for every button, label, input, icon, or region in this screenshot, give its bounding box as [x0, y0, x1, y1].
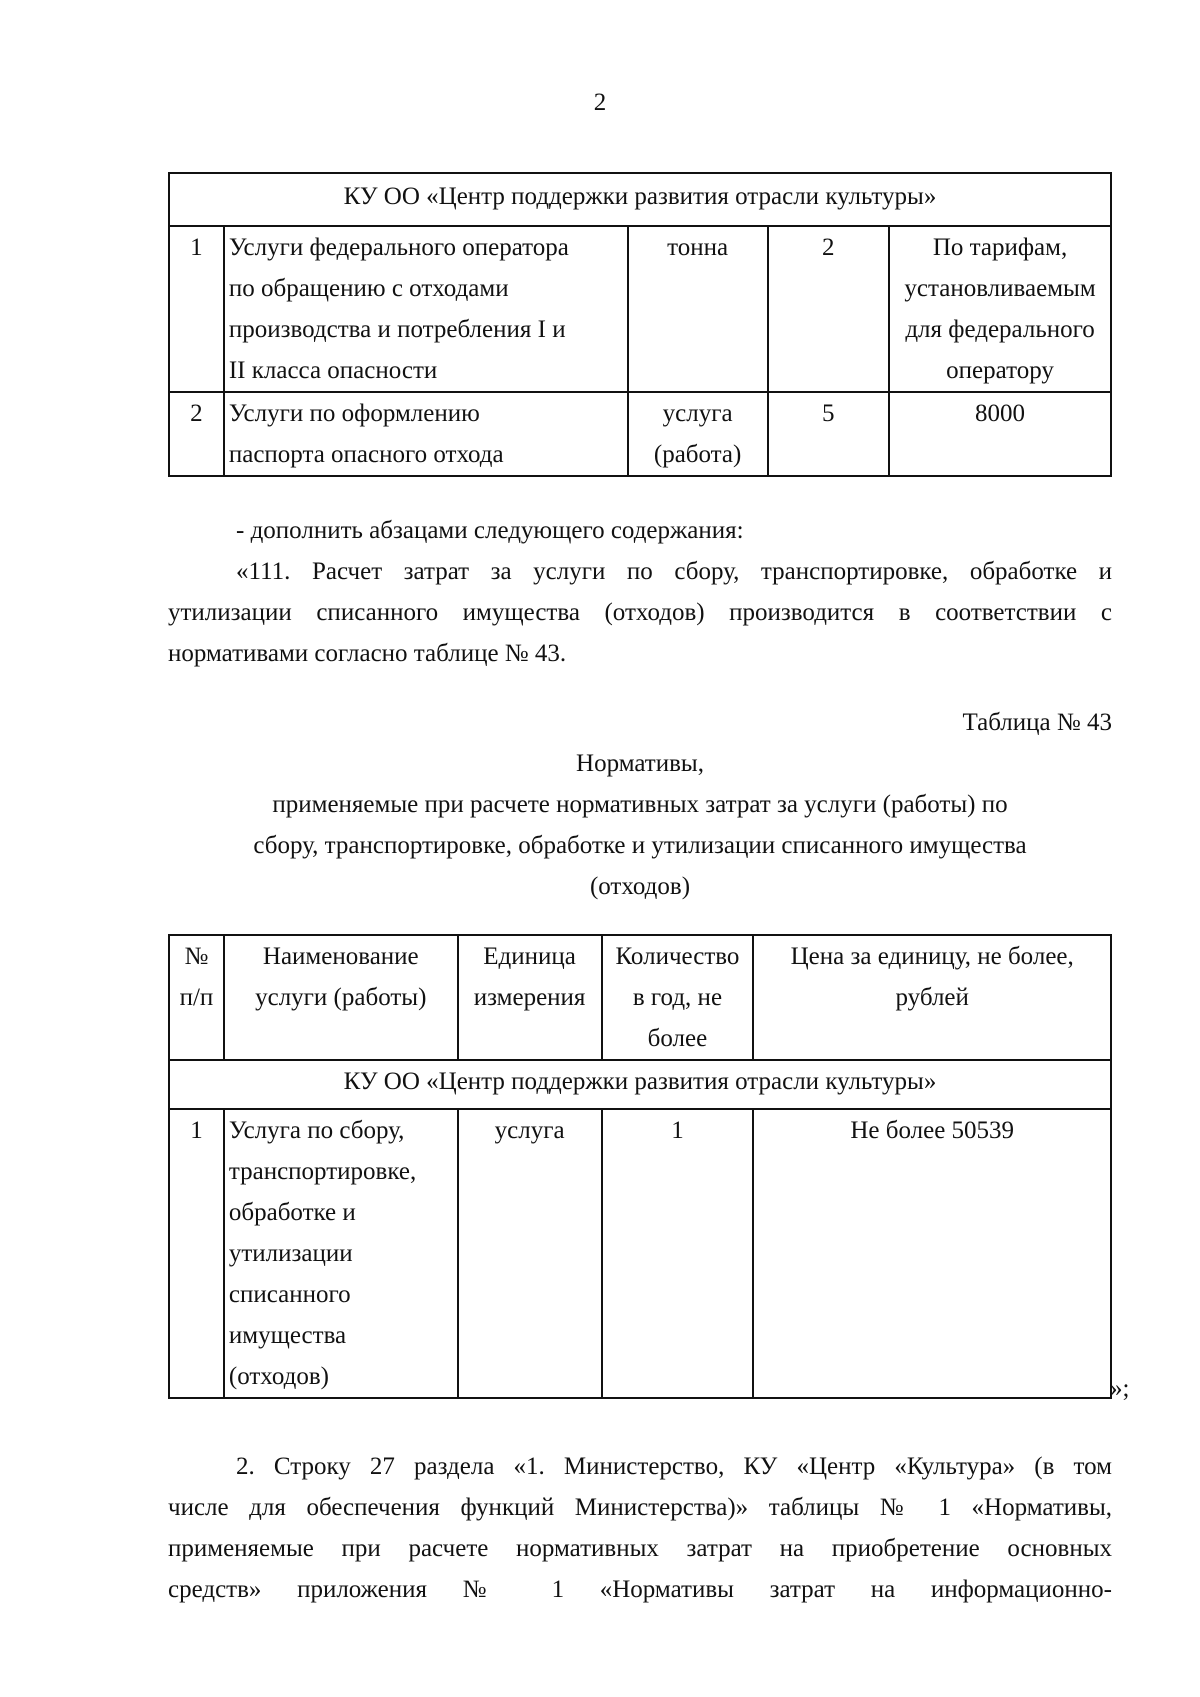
- header-quantity: Количество в год, не более: [602, 935, 754, 1060]
- header-price: Цена за единицу, не более, рублей: [753, 935, 1111, 1060]
- table-row: [169, 1109, 1111, 1398]
- service-name: Услуги федерального оператора по обращению с отходами производства и потребления I и II класса опасности: [224, 226, 628, 392]
- service-name: Услуги по оформлению паспорта опасного отхода: [224, 392, 628, 476]
- org-cell: КУ ОО «Центр поддержки развития отрасли культуры»: [169, 1060, 1111, 1109]
- services-table-continuation: [168, 172, 1112, 477]
- price-cell: Не более 50539: [753, 1109, 1111, 1398]
- table-row: [169, 226, 1111, 392]
- unit-cell: услуга (работа): [628, 392, 768, 476]
- price-cell: 8000: [889, 392, 1111, 476]
- table-row: [169, 392, 1111, 476]
- row-number: 2: [169, 392, 224, 476]
- intro-line: - дополнить абзацами следующего содержания:: [236, 517, 744, 544]
- paragraph-111: «111. Расчет затрат за услуги по сбору, транспортировке, обработке и утилизации списанного имущества (отходов) производится в соответствии с нормативами согласно таблице № 43.: [168, 558, 1112, 667]
- quantity-cell: 2: [768, 226, 890, 392]
- unit-cell: услуга: [458, 1109, 602, 1398]
- row-number: 1: [169, 1109, 224, 1398]
- paragraph-2: 2. Строку 27 раздела «1. Министерство, КУ «Центр «Культура» (в том числе для обеспечения функций Министерства)» таблицы № 1 «Нормативы, применяемые при расчете нормативных затрат на приобретение основных средств» приложения № 1 «Нормативы затрат на информационно-: [168, 1453, 1112, 1603]
- table-label: Таблица № 43: [962, 709, 1112, 736]
- quantity-cell: 5: [768, 392, 890, 476]
- header-num: № п/п: [169, 935, 224, 1060]
- org-cell: КУ ОО «Центр поддержки развития отрасли культуры»: [169, 173, 1111, 226]
- closing-quote-mark: »;: [1110, 1375, 1130, 1402]
- table-org-row: [169, 1060, 1111, 1109]
- header-name: Наименование услуги (работы): [224, 935, 458, 1060]
- table-org-row: [169, 173, 1111, 226]
- service-name: Услуга по сбору, транспортировке, обработке и утилизации списанного имущества (отходов): [224, 1109, 458, 1398]
- header-unit: Единица измерения: [458, 935, 602, 1060]
- unit-cell: тонна: [628, 226, 768, 392]
- quantity-cell: 1: [602, 1109, 754, 1398]
- page-number: 2: [593, 89, 607, 116]
- table-title: Нормативы, применяемые при расчете нормативных затрат за услуги (работы) по сбору, транспортировке, обработке и утилизации списанного имущества (отходов): [253, 750, 1027, 900]
- norms-table-43: [168, 934, 1112, 1399]
- row-number: 1: [169, 226, 224, 392]
- price-cell: По тарифам, установливаемым для федерального оператору: [889, 226, 1111, 392]
- table-header-row: [169, 935, 1111, 1060]
